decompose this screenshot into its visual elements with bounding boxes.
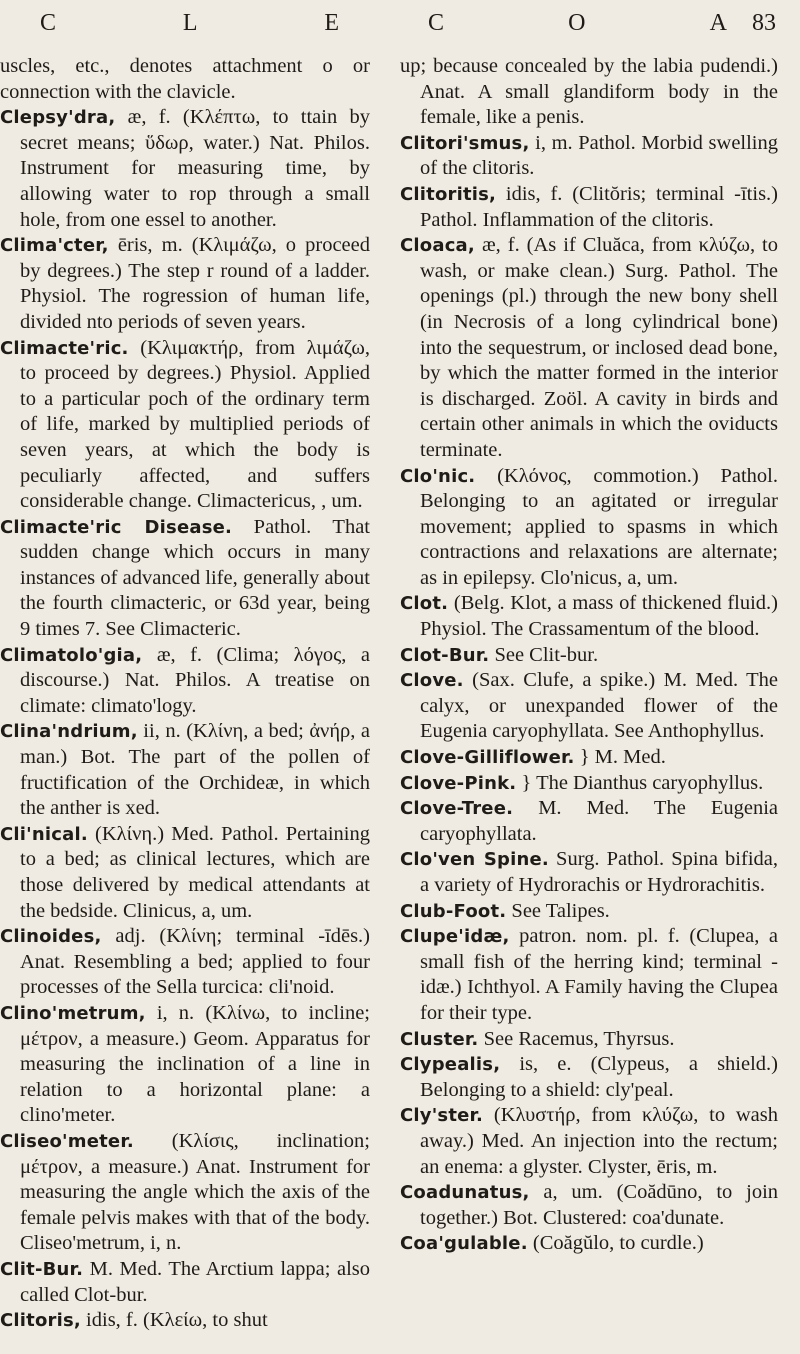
dictionary-entry [400, 1231, 778, 1257]
dictionary-entry [0, 1001, 370, 1129]
dictionary-entry [400, 1180, 778, 1231]
running-head-letter: C [428, 10, 446, 36]
entry-headword: Cly'ster. [400, 1105, 484, 1127]
dictionary-entry [0, 1308, 370, 1334]
entry-headword: Clino'metrum, [0, 1002, 146, 1024]
dictionary-entry [0, 1129, 370, 1257]
dictionary-entry [400, 182, 778, 233]
entry-definition: (Κλίνη.) Med. Pathol. Pertaining to a bed; as clinical lectures, which are those delivered by medical attendants at the bedside. Clinicus, a, um. [20, 822, 370, 922]
dictionary-entry [400, 668, 778, 745]
dictionary-entry [400, 796, 778, 847]
entry-definition: is, e. (Clypeus, a shield.) Belonging to a shield: cly'peal. [420, 1053, 778, 1101]
entry-headword: Clepsy'dra, [0, 107, 116, 129]
running-head-letter: E [324, 10, 340, 36]
entry-definition: patron. nom. pl. f. (Clupea, a small fish of the herring kind; terminal -idæ.) Ichthyol. A Family having the Clupea for their type. [420, 925, 778, 1024]
dictionary-entry [0, 515, 370, 643]
entry-definition: adj. (Κλίνη; terminal -īdēs.) Anat. Resembling a bed; applied to four processes of the Sella turcica: cli'noid. [20, 925, 370, 999]
entry-definition: uscles, etc., denotes attachment o or connection with the clavicle. [0, 55, 370, 103]
entry-definition: (Κλυστήρ, from κλύζω, to wash away.) Med. An injection into the rectum; an enema: a glyster. Clyster, ēris, m. [420, 1104, 778, 1178]
entry-definition: (Κλιμακτήρ, from λιμάζω, to proceed by degrees.) Physiol. Applied to a particular poch of the ordinary term of life, marked by multiplied periods of seven years, at which the body is peculiarly affected, and suffers considerable change. Climactericus, , um. [20, 336, 370, 513]
dictionary-entry [400, 745, 778, 771]
dictionary-entry [400, 131, 778, 182]
dictionary-entry [400, 847, 778, 898]
entry-headword: Clot-Bur. [400, 644, 490, 666]
dictionary-entry [400, 233, 778, 463]
entry-headword: Clitoritis, [400, 183, 497, 205]
dictionary-entry [400, 464, 778, 592]
entry-definition: (Κλόνος, commotion.) Pathol. Belonging to an agitated or irregular movement; applied to spasms in which contractions and relaxations are alternate; as in epilepsy. Clo'nicus, a, um. [420, 464, 778, 589]
left-column [0, 54, 370, 1334]
entry-headword: Clo'ven Spine. [400, 849, 549, 871]
entry-definition: up; because concealed by the labia pudendi.) Anat. A small glandiform body in the female, like a penis. [400, 55, 778, 129]
running-head-left [40, 10, 340, 37]
dictionary-entry [400, 591, 778, 642]
dictionary-entry [0, 643, 370, 720]
dictionary-entry [0, 105, 370, 233]
dictionary-entry [400, 1103, 778, 1180]
entry-definition: See Talipes. [511, 899, 610, 922]
entry-headword: Climacte'ric. [0, 337, 129, 359]
entry-headword: Clima'cter, [0, 235, 109, 257]
entry-headword: Club-Foot. [400, 900, 507, 922]
entry-headword: Clit-Bur. [0, 1258, 84, 1280]
entry-headword: Climatolo'gia, [0, 644, 143, 666]
entry-definition: M. Med. The Arctium lappa; also called Clot-bur. [20, 1257, 370, 1306]
entry-headword: Clupe'idæ, [400, 926, 510, 948]
entry-definition: i, n. (Κλίνω, to incline; μέτρον, a measure.) Geom. Apparatus for measuring the inclination of a line in relation to a horizontal plane: a clino'meter. [20, 1001, 370, 1127]
dictionary-entry [0, 233, 370, 335]
entry-definition: Pathol. That sudden change which occurs in many instances of advanced life, generally about the fourth climacteric, or 63d year, being 9 times 7. See Climacteric. [20, 515, 370, 641]
entry-definition: æ, f. (Clima; λόγος, a discourse.) Nat. Philos. A treatise on climate: climato'logy. [20, 643, 370, 717]
entry-definition: æ, f. (Κλέπτω, to ttain by secret means; ὕδωρ, water.) Nat. Philos. Instrument for measuring time, by allowing water to rop through a small hole, from one essel to another. [20, 106, 370, 231]
page-number: 83 [752, 10, 776, 36]
dictionary-entry [0, 822, 370, 924]
entry-headword: Clo'nic. [400, 465, 476, 487]
dictionary-entry [400, 1052, 778, 1103]
entry-definition: } M. Med. [579, 746, 666, 769]
running-head-letter: C [40, 10, 58, 36]
entry-headword: Clypealis, [400, 1054, 501, 1076]
running-head-letter: O [568, 10, 587, 36]
entry-headword: Cliseo'meter. [0, 1130, 134, 1152]
entry-definition: i, m. Pathol. Morbid swelling of the clitoris. [420, 131, 778, 180]
entry-headword: Cli'nical. [0, 823, 88, 845]
entry-headword: Clove-Gilliflower. [400, 747, 575, 769]
entry-headword: Coa'gulable. [400, 1233, 528, 1255]
entry-headword: Clina'ndrium, [0, 721, 138, 743]
entry-definition: ii, n. (Κλίνη, a bed; ἀνήρ, a man.) Bot. The part of the pollen of fructification of the Orchideæ, in which the anther is xed. [20, 720, 370, 820]
dictionary-entry [0, 719, 370, 821]
entry-definition: idis, f. (Clitŏris; terminal -ītis.) Pathol. Inflammation of the clitoris. [420, 182, 778, 231]
dictionary-entry [400, 1027, 778, 1053]
dictionary-entry [400, 771, 778, 797]
entry-definition: a, um. (Coădūno, to join together.) Bot. Clustered: coa'dunate. [420, 1181, 778, 1229]
dictionary-entry [400, 643, 778, 669]
dictionary-entry [400, 54, 778, 131]
entry-headword: Clitori'smus, [400, 132, 530, 154]
entry-headword: Coadunatus, [400, 1182, 530, 1204]
entry-definition: (Belg. Klot, a mass of thickened fluid.) Physiol. The Crassamentum of the blood. [420, 592, 778, 641]
entry-definition: (Sax. Clufe, a spike.) M. Med. The calyx, or unexpanded flower of the Eugenia caryophyllata. See Anthophyllus. [420, 669, 778, 743]
entry-headword: Cloaca, [400, 235, 475, 257]
entry-headword: Clot. [400, 593, 449, 615]
entry-definition: ēris, m. (Κλιμάζω, o proceed by degrees.) The step r round of a ladder. Physiol. The rogression of human life, divided nto periods of seven years. [20, 234, 370, 333]
dictionary-entry [0, 54, 370, 105]
entry-definition: } The Dianthus caryophyllus. [521, 771, 764, 794]
entry-definition: (Coăgŭlo, to curdle.) [532, 1232, 704, 1255]
running-head-right [428, 10, 728, 37]
right-column [400, 54, 778, 1257]
entry-headword: Clove-Pink. [400, 772, 517, 794]
entry-headword: Clove. [400, 670, 464, 692]
dictionary-entry [400, 924, 778, 1026]
entry-headword: Clove-Tree. [400, 798, 514, 820]
entry-definition: æ, f. (As if Cluăca, from κλύζω, to wash, or make clean.) Surg. Pathol. The openings (pl.) through the new bony shell (in Necrosis of a long cylindrical bone) into the sequestrum, or inclosed dead bone, by which the matter formed in the interior is discharged. Zoöl. A cavity in birds and certain other animals in which the oviducts terminate. [420, 234, 778, 461]
entry-definition: See Racemus, Thyrsus. [483, 1027, 675, 1050]
page-header [0, 8, 800, 50]
dictionary-entry [0, 924, 370, 1001]
running-head-letter: L [182, 10, 199, 36]
dictionary-entry [0, 1257, 370, 1308]
entry-headword: Clitoris, [0, 1310, 81, 1332]
entry-headword: Cluster. [400, 1028, 479, 1050]
entry-definition: (Κλίσις, inclination; μέτρον, a measure.) Anat. Instrument for measuring the angle which the axis of the female pelvis makes with that of the body. Cliseo'metrum, i, n. [20, 1129, 370, 1255]
entry-headword: Clinoides, [0, 926, 102, 948]
entry-definition: See Clit-bur. [494, 643, 599, 666]
entry-headword: Climacte'ric Disease. [0, 516, 233, 538]
running-head-letter: A [709, 10, 728, 36]
entry-definition: Surg. Pathol. Spina bifida, a variety of Hydrorachis or Hydrorachitis. [420, 848, 778, 896]
entry-definition: M. Med. The Eugenia caryophyllata. [420, 797, 778, 845]
entry-definition: idis, f. (Κλείω, to shut [86, 1309, 268, 1332]
dictionary-entry [0, 336, 370, 515]
dictionary-entry [400, 899, 778, 925]
